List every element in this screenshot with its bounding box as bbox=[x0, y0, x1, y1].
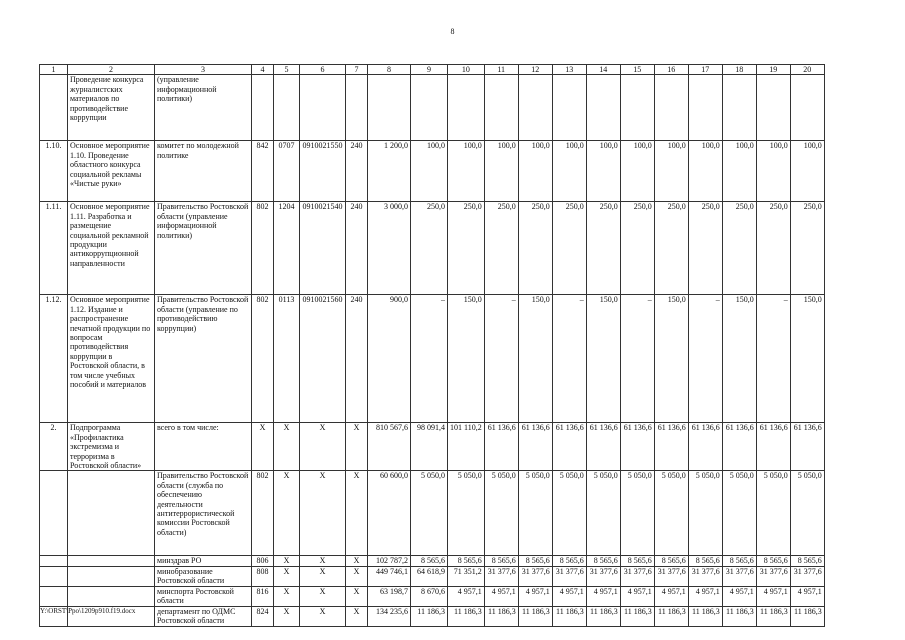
table-cell: 150,0 bbox=[586, 295, 620, 423]
table-cell: 3 000,0 bbox=[368, 202, 411, 295]
table-cell bbox=[484, 75, 518, 141]
table-cell bbox=[790, 75, 824, 141]
table-cell: 11 186,3 bbox=[518, 606, 552, 626]
table-cell: 802 bbox=[252, 202, 274, 295]
table-cell: – bbox=[688, 295, 722, 423]
table-cell: 61 136,6 bbox=[722, 423, 756, 471]
table-cell: Основное мероприятие 1.10. Проведение областного конкурса социальной рекламы «Чистые руки» bbox=[68, 141, 155, 202]
table-cell: 11 186,3 bbox=[484, 606, 518, 626]
table-cell: 4 957,1 bbox=[552, 586, 586, 606]
table-cell bbox=[40, 566, 68, 586]
table-cell: 11 186,3 bbox=[654, 606, 688, 626]
table-cell: 5 050,0 bbox=[620, 471, 654, 556]
table-cell: 250,0 bbox=[620, 202, 654, 295]
table-cell: – bbox=[552, 295, 586, 423]
table-cell: 100,0 bbox=[620, 141, 654, 202]
table-cell: 100,0 bbox=[756, 141, 790, 202]
table-cell bbox=[688, 75, 722, 141]
table-cell bbox=[552, 75, 586, 141]
table-cell bbox=[654, 75, 688, 141]
column-number-cell: 18 bbox=[722, 65, 756, 75]
table-cell: 61 136,6 bbox=[518, 423, 552, 471]
table-cell: X bbox=[346, 566, 368, 586]
table-cell: 250,0 bbox=[654, 202, 688, 295]
table-cell: – bbox=[484, 295, 518, 423]
column-number-cell: 19 bbox=[756, 65, 790, 75]
table-cell: всего в том числе: bbox=[155, 423, 252, 471]
table-cell: 900,0 bbox=[368, 295, 411, 423]
table-cell: 4 957,1 bbox=[484, 586, 518, 606]
column-number-header bbox=[40, 65, 825, 75]
table-cell: 4 957,1 bbox=[688, 586, 722, 606]
table-cell: 60 600,0 bbox=[368, 471, 411, 556]
table-row bbox=[40, 141, 825, 202]
table-cell: 4 957,1 bbox=[756, 586, 790, 606]
table-cell bbox=[68, 586, 155, 606]
table-cell: 150,0 bbox=[722, 295, 756, 423]
table-cell: 100,0 bbox=[448, 141, 485, 202]
table-cell: 0707 bbox=[274, 141, 300, 202]
table-cell: X bbox=[274, 586, 300, 606]
table-row bbox=[40, 295, 825, 423]
table-cell: X bbox=[346, 556, 368, 566]
table-cell: 8 565,6 bbox=[620, 556, 654, 566]
budget-table bbox=[39, 64, 825, 627]
table-cell: 5 050,0 bbox=[722, 471, 756, 556]
table-cell: X bbox=[300, 423, 346, 471]
table-row bbox=[40, 556, 825, 566]
table-cell: 8 565,6 bbox=[688, 556, 722, 566]
table-cell: 11 186,3 bbox=[756, 606, 790, 626]
table-cell bbox=[411, 75, 448, 141]
table-cell: 8 565,6 bbox=[756, 556, 790, 566]
column-number-cell: 5 bbox=[274, 65, 300, 75]
table-cell: X bbox=[274, 423, 300, 471]
table-cell: 4 957,1 bbox=[790, 586, 824, 606]
table-cell: 150,0 bbox=[790, 295, 824, 423]
table-cell: – bbox=[620, 295, 654, 423]
table-cell: Правительство Ростовской области (управление по противодействию коррупции) bbox=[155, 295, 252, 423]
table-cell: 31 377,6 bbox=[484, 566, 518, 586]
table-cell: 250,0 bbox=[586, 202, 620, 295]
table-cell: 8 565,6 bbox=[654, 556, 688, 566]
table-cell: департамент по ОДМС Ростовской области bbox=[155, 606, 252, 626]
table-cell: X bbox=[346, 471, 368, 556]
table-cell: 100,0 bbox=[518, 141, 552, 202]
table-cell: 11 186,3 bbox=[586, 606, 620, 626]
table-cell: 31 377,6 bbox=[688, 566, 722, 586]
table-cell: 61 136,6 bbox=[756, 423, 790, 471]
column-number-cell: 20 bbox=[790, 65, 824, 75]
page-number: 8 bbox=[450, 27, 455, 36]
column-number-cell: 7 bbox=[346, 65, 368, 75]
table-cell: 100,0 bbox=[722, 141, 756, 202]
table-cell: 1.10. bbox=[40, 141, 68, 202]
table-cell: 4 957,1 bbox=[586, 586, 620, 606]
column-number-cell: 4 bbox=[252, 65, 274, 75]
table-cell: 5 050,0 bbox=[448, 471, 485, 556]
table-cell: X bbox=[346, 586, 368, 606]
table-cell: 240 bbox=[346, 202, 368, 295]
table-cell: 100,0 bbox=[552, 141, 586, 202]
table-cell: 8 565,6 bbox=[722, 556, 756, 566]
table-cell: 63 198,7 bbox=[368, 586, 411, 606]
table-cell bbox=[518, 75, 552, 141]
table-cell bbox=[68, 556, 155, 566]
table-cell: минспорта Ростовской области bbox=[155, 586, 252, 606]
table-cell: 31 377,6 bbox=[756, 566, 790, 586]
table-cell: – bbox=[411, 295, 448, 423]
table-cell: 4 957,1 bbox=[620, 586, 654, 606]
table-cell: 1.11. bbox=[40, 202, 68, 295]
table-cell: 4 957,1 bbox=[654, 586, 688, 606]
table-cell: 250,0 bbox=[484, 202, 518, 295]
table-cell: X bbox=[346, 423, 368, 471]
table-cell: 61 136,6 bbox=[790, 423, 824, 471]
column-number-cell: 14 bbox=[586, 65, 620, 75]
table-cell: 100,0 bbox=[484, 141, 518, 202]
table-cell: 11 186,3 bbox=[411, 606, 448, 626]
table-cell: 98 091,4 bbox=[411, 423, 448, 471]
table-cell bbox=[368, 75, 411, 141]
column-number-cell: 12 bbox=[518, 65, 552, 75]
table-cell: 31 377,6 bbox=[552, 566, 586, 586]
table-cell: X bbox=[274, 471, 300, 556]
column-number-cell: 10 bbox=[448, 65, 485, 75]
table-cell: 4 957,1 bbox=[448, 586, 485, 606]
table-cell: 250,0 bbox=[411, 202, 448, 295]
table-cell: 8 565,6 bbox=[448, 556, 485, 566]
table-cell: X bbox=[300, 556, 346, 566]
column-number-cell: 6 bbox=[300, 65, 346, 75]
table-cell: 100,0 bbox=[790, 141, 824, 202]
table-cell: 8 565,6 bbox=[484, 556, 518, 566]
table-cell bbox=[68, 471, 155, 556]
table-cell bbox=[68, 566, 155, 586]
column-number-cell: 17 bbox=[688, 65, 722, 75]
table-cell bbox=[40, 471, 68, 556]
table-cell: 0910021550 bbox=[300, 141, 346, 202]
table-cell: 8 565,6 bbox=[518, 556, 552, 566]
table-cell bbox=[40, 586, 68, 606]
table-cell: 0113 bbox=[274, 295, 300, 423]
table-cell: 61 136,6 bbox=[654, 423, 688, 471]
table-row bbox=[40, 423, 825, 471]
table-cell: 4 957,1 bbox=[518, 586, 552, 606]
table-cell: 1204 bbox=[274, 202, 300, 295]
table-cell bbox=[620, 75, 654, 141]
table-cell: 806 bbox=[252, 556, 274, 566]
table-cell: 824 bbox=[252, 606, 274, 626]
table-cell: 31 377,6 bbox=[654, 566, 688, 586]
table-cell: 31 377,6 bbox=[722, 566, 756, 586]
table-cell bbox=[252, 75, 274, 141]
column-number-cell: 16 bbox=[654, 65, 688, 75]
table-cell: 8 565,6 bbox=[411, 556, 448, 566]
table-cell: минобразование Ростовской области bbox=[155, 566, 252, 586]
table-cell: комитет по молодежной политике bbox=[155, 141, 252, 202]
table-cell: 250,0 bbox=[518, 202, 552, 295]
table-cell: 5 050,0 bbox=[518, 471, 552, 556]
table-cell: X bbox=[300, 606, 346, 626]
table-cell: 71 351,2 bbox=[448, 566, 485, 586]
table-cell: 250,0 bbox=[756, 202, 790, 295]
table-cell: 1 200,0 bbox=[368, 141, 411, 202]
table-cell: 100,0 bbox=[411, 141, 448, 202]
table-cell: 802 bbox=[252, 471, 274, 556]
table-cell: 4 957,1 bbox=[722, 586, 756, 606]
table-cell: 1.12. bbox=[40, 295, 68, 423]
table-cell: 8 670,6 bbox=[411, 586, 448, 606]
table-cell: 5 050,0 bbox=[688, 471, 722, 556]
table-cell: 816 bbox=[252, 586, 274, 606]
table-cell: 101 110,2 bbox=[448, 423, 485, 471]
table-row bbox=[40, 606, 825, 626]
table-cell: 134 235,6 bbox=[368, 606, 411, 626]
table-cell: 250,0 bbox=[688, 202, 722, 295]
table-cell: 102 787,2 bbox=[368, 556, 411, 566]
table-cell: 2. bbox=[40, 423, 68, 471]
table-cell: 240 bbox=[346, 141, 368, 202]
table-cell: 64 618,9 bbox=[411, 566, 448, 586]
table-cell: 11 186,3 bbox=[688, 606, 722, 626]
file-path-footer: Y:\ORST\Ppo\1209p910.f19.docx bbox=[40, 607, 136, 615]
table-cell: минздрав РО bbox=[155, 556, 252, 566]
table-cell: 0910021540 bbox=[300, 202, 346, 295]
table-row bbox=[40, 75, 825, 141]
table-cell: 240 bbox=[346, 295, 368, 423]
table-row bbox=[40, 471, 825, 556]
table-cell: 61 136,6 bbox=[586, 423, 620, 471]
table-cell: 250,0 bbox=[448, 202, 485, 295]
table-cell: 150,0 bbox=[654, 295, 688, 423]
table-cell: 808 bbox=[252, 566, 274, 586]
table-cell: 100,0 bbox=[586, 141, 620, 202]
column-number-cell: 1 bbox=[40, 65, 68, 75]
table-cell: (управление информационной политики) bbox=[155, 75, 252, 141]
table-cell: Основное мероприятие 1.12. Издание и распространение печатной продукции по вопросам противодействия коррупции в Ростовской области, в том числе учебных пособий и материалов bbox=[68, 295, 155, 423]
table-cell: 5 050,0 bbox=[790, 471, 824, 556]
table-cell: Правительство Ростовской области (управление информационной политики) bbox=[155, 202, 252, 295]
table-cell: 5 050,0 bbox=[654, 471, 688, 556]
table-cell: 250,0 bbox=[790, 202, 824, 295]
table-cell: – bbox=[756, 295, 790, 423]
table-cell: 250,0 bbox=[722, 202, 756, 295]
table-cell: 31 377,6 bbox=[518, 566, 552, 586]
table-cell bbox=[274, 75, 300, 141]
table-cell: 5 050,0 bbox=[552, 471, 586, 556]
table-cell: 11 186,3 bbox=[620, 606, 654, 626]
table-cell: 61 136,6 bbox=[552, 423, 586, 471]
table-row bbox=[40, 202, 825, 295]
table-cell: X bbox=[252, 423, 274, 471]
table-cell: 5 050,0 bbox=[411, 471, 448, 556]
table-cell: 449 746,1 bbox=[368, 566, 411, 586]
table-cell: 11 186,3 bbox=[722, 606, 756, 626]
table-cell: X bbox=[300, 471, 346, 556]
table-cell: 11 186,3 bbox=[552, 606, 586, 626]
table-cell: Правительство Ростовской области (служба по обеспечению деятельности антитеррористической комиссии Ростовской области) bbox=[155, 471, 252, 556]
table-cell: 8 565,6 bbox=[586, 556, 620, 566]
table-cell: Проведение конкурса журналистских материалов по противодействие коррупции bbox=[68, 75, 155, 141]
table-cell bbox=[722, 75, 756, 141]
table-cell: 250,0 bbox=[552, 202, 586, 295]
table-cell: 11 186,3 bbox=[790, 606, 824, 626]
table-cell: 802 bbox=[252, 295, 274, 423]
table-cell bbox=[300, 75, 346, 141]
table-cell: Подпрограмма «Профилактика экстремизма и терроризма в Ростовской области» bbox=[68, 423, 155, 471]
table-cell: 5 050,0 bbox=[586, 471, 620, 556]
table-cell bbox=[586, 75, 620, 141]
table-cell: 150,0 bbox=[518, 295, 552, 423]
table-cell: 150,0 bbox=[448, 295, 485, 423]
table-cell: X bbox=[346, 606, 368, 626]
table-cell: Основное мероприятие 1.11. Разработка и размещение социальной рекламной продукции антикоррупционной направленности bbox=[68, 202, 155, 295]
table-cell: 61 136,6 bbox=[620, 423, 654, 471]
table-cell bbox=[40, 75, 68, 141]
table-cell bbox=[346, 75, 368, 141]
table-cell: X bbox=[274, 556, 300, 566]
table-row bbox=[40, 586, 825, 606]
column-number-cell: 11 bbox=[484, 65, 518, 75]
column-number-cell: 2 bbox=[68, 65, 155, 75]
table-cell: 61 136,6 bbox=[688, 423, 722, 471]
table-cell: 8 565,6 bbox=[552, 556, 586, 566]
table-cell: X bbox=[274, 566, 300, 586]
table-cell: 31 377,6 bbox=[620, 566, 654, 586]
column-number-cell: 9 bbox=[411, 65, 448, 75]
table-cell: 0910021560 bbox=[300, 295, 346, 423]
table-cell: 5 050,0 bbox=[756, 471, 790, 556]
column-number-cell: 8 bbox=[368, 65, 411, 75]
table-cell: 31 377,6 bbox=[586, 566, 620, 586]
column-number-cell: 15 bbox=[620, 65, 654, 75]
table-cell: 810 567,6 bbox=[368, 423, 411, 471]
table-cell: 61 136,6 bbox=[484, 423, 518, 471]
table-cell: 842 bbox=[252, 141, 274, 202]
table-cell: X bbox=[274, 606, 300, 626]
table-cell: X bbox=[300, 566, 346, 586]
column-number-cell: 13 bbox=[552, 65, 586, 75]
column-number-cell: 3 bbox=[155, 65, 252, 75]
table-cell: 5 050,0 bbox=[484, 471, 518, 556]
table-cell: 31 377,6 bbox=[790, 566, 824, 586]
table-cell: 8 565,6 bbox=[790, 556, 824, 566]
table-cell: X bbox=[300, 586, 346, 606]
table-cell bbox=[756, 75, 790, 141]
table-cell: 100,0 bbox=[654, 141, 688, 202]
table-row bbox=[40, 566, 825, 586]
table-cell: 100,0 bbox=[688, 141, 722, 202]
table-cell: 11 186,3 bbox=[448, 606, 485, 626]
table-cell bbox=[40, 556, 68, 566]
table-cell bbox=[448, 75, 485, 141]
